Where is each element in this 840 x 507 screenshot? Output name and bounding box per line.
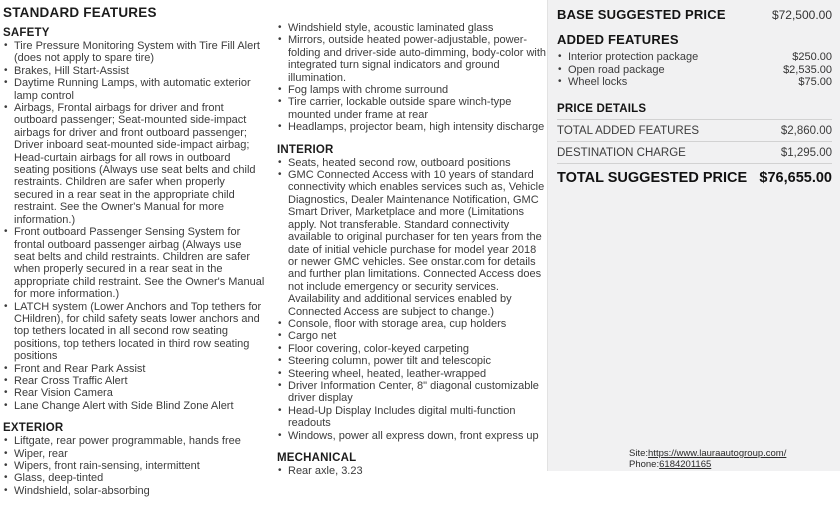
price-detail-value: $2,860.00 [780, 124, 832, 137]
feature-list [277, 465, 546, 477]
feature-item: • Wiper, rear [4, 447, 68, 460]
added-features-heading: ADDED FEATURES [557, 32, 679, 47]
feature-item: • Floor covering, color-keyed carpeting [278, 342, 469, 355]
dealer-contact [629, 448, 786, 470]
features-column-2 [277, 22, 546, 487]
bullet-icon: • [4, 484, 8, 496]
bullet-icon: • [4, 374, 8, 386]
bullet-icon: • [4, 435, 8, 447]
feature-item: • Lane Change Alert with Side Blind Zone Alert [4, 399, 234, 412]
bullet-icon: • [278, 121, 282, 133]
price-details-heading: PRICE DETAILS [557, 103, 832, 120]
feature-section [3, 422, 265, 497]
section-header: INTERIOR [277, 143, 334, 156]
added-feature-label: Wheel locks [568, 76, 628, 88]
bullet-icon: • [278, 156, 282, 168]
feature-item: • Windshield style, acoustic laminated glass [278, 22, 494, 34]
phone-line [629, 459, 786, 470]
total-suggested-price-row [557, 164, 832, 186]
bullet-icon: • [278, 34, 282, 46]
features-column-1-sections [3, 27, 265, 497]
bullet-icon: • [4, 399, 8, 411]
bullet-icon: • [4, 300, 8, 312]
feature-item: • Cargo net [278, 330, 337, 343]
total-suggested-price-value: $76,655.00 [759, 169, 832, 186]
feature-item: • Rear axle, 3.23 [278, 465, 363, 477]
feature-item: • Rear Cross Traffic Alert [4, 374, 128, 387]
feature-item: • Tire Pressure Monitoring System with Tire Fill Alert (does not apply to spare tire) [4, 40, 260, 65]
feature-item: • Steering column, power tilt and telescopic [278, 355, 491, 368]
price-details-rows [557, 120, 832, 164]
section-header: EXTERIOR [3, 422, 64, 435]
page-title: STANDARD FEATURES [3, 5, 157, 20]
bullet-icon: • [4, 226, 8, 238]
added-feature-price: $250.00 [792, 51, 832, 63]
feature-item: • Liftgate, rear power programmable, hands free [4, 435, 241, 448]
price-detail-label: TOTAL ADDED FEATURES [557, 124, 700, 137]
feature-item: • Front and Rear Park Assist [4, 362, 146, 375]
base-suggested-price-value: $72,500.00 [771, 8, 832, 22]
section-header: MECHANICAL [277, 452, 357, 464]
added-feature-label: Interior protection package [568, 51, 699, 63]
feature-item: • Brakes, Hill Start-Assist [4, 64, 129, 77]
site-line [629, 448, 786, 459]
bullet-icon: • [4, 40, 8, 51]
feature-item: • Console, floor with storage area, cup holders [278, 317, 507, 330]
feature-item: • Glass, deep-tinted [4, 472, 104, 485]
feature-list [277, 157, 546, 442]
bullet-icon: • [278, 84, 282, 96]
price-detail-value: $1,295.00 [780, 146, 832, 159]
features-column-2-sections [277, 22, 546, 477]
feature-item: • Mirrors, outside heated power-adjustable, power-folding and driver-side auto-dimming, body-color with integrated turn signal indicators and ground illumination. [278, 34, 547, 84]
feature-list [3, 435, 265, 497]
feature-item: • Windows, power all express down, front express up [278, 429, 539, 442]
feature-item: • Rear Vision Camera [4, 387, 113, 400]
bullet-icon: • [4, 362, 8, 374]
bullet-icon: • [4, 64, 8, 76]
bullet-icon: • [278, 330, 282, 342]
total-suggested-price-label: TOTAL SUGGESTED PRICE [557, 169, 748, 186]
feature-list [3, 40, 265, 412]
bullet-icon: • [4, 472, 8, 484]
bullet-icon: • [278, 367, 282, 379]
bullet-icon: • [558, 76, 562, 87]
bullet-icon: • [278, 404, 282, 416]
added-features-list [557, 51, 832, 89]
feature-item: • Driver Information Center, 8" diagonal customizable driver display [278, 379, 539, 405]
price-detail-row [557, 120, 832, 142]
bullet-icon: • [4, 447, 8, 459]
price-detail-label: DESTINATION CHARGE [557, 146, 686, 159]
phone-link[interactable]: 6184201165 [659, 459, 712, 470]
bullet-icon: • [278, 22, 282, 33]
section-header: SAFETY [3, 27, 50, 39]
bullet-icon: • [558, 63, 562, 75]
added-feature-label: Open road package [568, 63, 665, 76]
added-feature-price: $2,535.00 [783, 63, 832, 76]
bullet-icon: • [278, 342, 282, 354]
bullet-icon: • [278, 429, 282, 441]
feature-list [277, 22, 546, 134]
bullet-icon: • [278, 379, 282, 391]
price-detail-row [557, 142, 832, 164]
site-label: Site: [629, 448, 649, 459]
feature-section [277, 452, 546, 477]
added-feature-item [557, 76, 832, 89]
bullet-icon: • [278, 169, 282, 181]
feature-item: • Tire carrier, lockable outside spare winch-type mounted under frame at rear [278, 96, 512, 121]
feature-item: • Windshield, solar-absorbing [4, 484, 150, 497]
feature-item: • Front outboard Passenger Sensing System for frontal outboard passenger airbag (Always use seat belts and child restraints. Children are safer when properly secured in a rear seat in the appropriate child restraint. See the Owner's Manual for more information.) [4, 226, 265, 301]
feature-section [277, 144, 546, 442]
phone-label: Phone: [629, 459, 660, 470]
feature-item: • Wipers, front rain-sensing, intermittent [4, 460, 200, 472]
added-feature-item [557, 64, 832, 77]
added-feature-item [557, 51, 832, 64]
pricing-panel [547, 0, 840, 471]
feature-item: • Steering wheel, heated, leather-wrapped [278, 367, 487, 380]
bullet-icon: • [4, 102, 8, 114]
feature-item: • Seats, heated second row, outboard positions [278, 156, 511, 169]
feature-item: • GMC Connected Access with 10 years of standard connectivity which enables services such as, Vehicle Diagnostics, Dealer Maintenance Notification, GMC Smart Driver, Marketplace and more (Limitations apply. Not transferable. Standard connectivity available to original purchaser for ten years from the date of initial vehicle purchase for model year 2018 or newer GMC vehicles. See onstar.com for details and further plan limitations. Connected Access does not include emergency or security services. Availability and additional services enabled by Connected Access are subject to change.) [278, 169, 545, 318]
bullet-icon: • [278, 465, 282, 476]
feature-section [3, 27, 265, 412]
feature-item: • Head-Up Display Includes digital multi-function readouts [278, 404, 516, 430]
bullet-icon: • [4, 460, 8, 471]
feature-section [277, 22, 546, 134]
bullet-icon: • [278, 317, 282, 329]
bullet-icon: • [278, 96, 282, 108]
feature-item: • LATCH system (Lower Anchors and Top tethers for CHildren), for child safety seats lower anchors and top tethers located in all second row seating positions, top tethers located in third row seating positions [4, 300, 262, 363]
feature-item: • Headlamps, projector beam, high intensity discharge [278, 121, 545, 134]
bullet-icon: • [558, 51, 562, 62]
feature-item: • Fog lamps with chrome surround [278, 84, 449, 97]
feature-item: • Airbags, Frontal airbags for driver and front outboard passenger; Seat-mounted side-impact airbags for driver and front outboard passenger; Driver inboard seat-mounted side-impact airbag; Head-curtain airbags for all rows in outboard seating positions (Always use seat belts and child restraints. Children are safer when properly secured in a rear seat in the appropriate child restraint. See the Owner's Manual for more information.) [4, 102, 256, 226]
added-feature-price: $75.00 [798, 76, 832, 88]
base-suggested-price-label: BASE SUGGESTED PRICE [557, 7, 726, 22]
features-column-1 [3, 5, 265, 507]
base-suggested-price-row [557, 7, 832, 22]
bullet-icon: • [4, 77, 8, 89]
bullet-icon: • [278, 355, 282, 367]
feature-item: • Daytime Running Lamps, with automatic exterior lamp control [4, 77, 251, 102]
bullet-icon: • [4, 387, 8, 399]
site-link[interactable]: https://www.lauraautogroup.com/ [648, 448, 787, 459]
